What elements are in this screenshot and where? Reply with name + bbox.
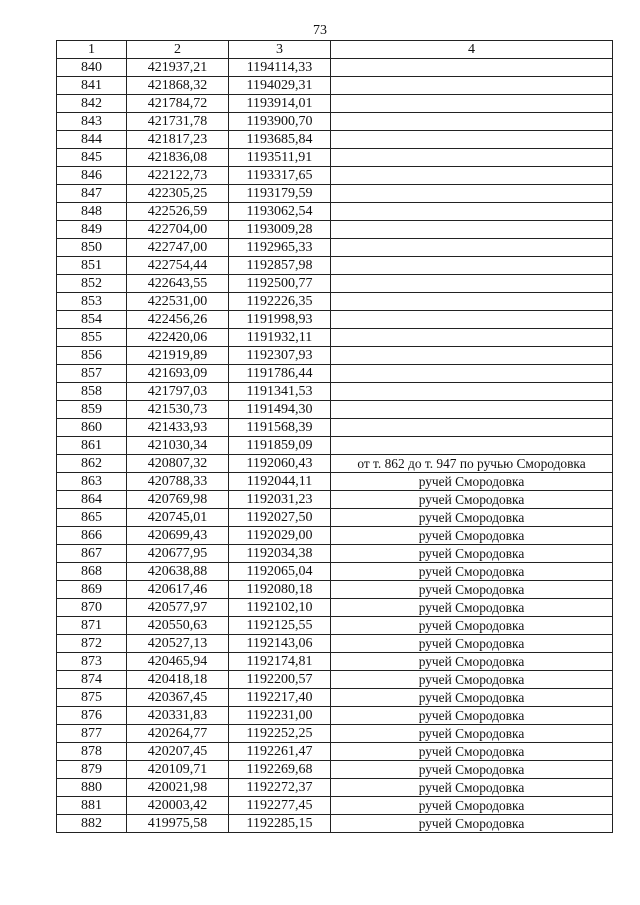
cell-point-number: 846 xyxy=(57,167,127,185)
cell-point-number: 852 xyxy=(57,275,127,293)
table-row xyxy=(57,239,613,257)
cell-description: ручей Смородовка xyxy=(331,581,613,599)
cell-point-number: 865 xyxy=(57,509,127,527)
table-row xyxy=(57,437,613,455)
cell-description xyxy=(331,401,613,419)
cell-x-coordinate: 420769,98 xyxy=(127,491,229,509)
cell-x-coordinate: 420577,97 xyxy=(127,599,229,617)
cell-y-coordinate: 1193179,59 xyxy=(229,185,331,203)
cell-description xyxy=(331,203,613,221)
cell-point-number: 864 xyxy=(57,491,127,509)
cell-y-coordinate: 1192965,33 xyxy=(229,239,331,257)
cell-x-coordinate: 422754,44 xyxy=(127,257,229,275)
table-row xyxy=(57,689,613,707)
cell-point-number: 850 xyxy=(57,239,127,257)
cell-x-coordinate: 422747,00 xyxy=(127,239,229,257)
cell-y-coordinate: 1192252,25 xyxy=(229,725,331,743)
cell-y-coordinate: 1192065,04 xyxy=(229,563,331,581)
table-row xyxy=(57,815,613,833)
table-row xyxy=(57,221,613,239)
cell-point-number: 860 xyxy=(57,419,127,437)
cell-point-number: 856 xyxy=(57,347,127,365)
cell-y-coordinate: 1194029,31 xyxy=(229,77,331,95)
column-header-x-coordinate: 2 xyxy=(127,41,229,59)
cell-y-coordinate: 1192277,45 xyxy=(229,797,331,815)
cell-y-coordinate: 1192102,10 xyxy=(229,599,331,617)
cell-x-coordinate: 422420,06 xyxy=(127,329,229,347)
cell-y-coordinate: 1191341,53 xyxy=(229,383,331,401)
cell-point-number: 862 xyxy=(57,455,127,473)
cell-description xyxy=(331,275,613,293)
cell-point-number: 882 xyxy=(57,815,127,833)
cell-point-number: 878 xyxy=(57,743,127,761)
cell-x-coordinate: 422643,55 xyxy=(127,275,229,293)
table-row xyxy=(57,545,613,563)
column-header-point-number: 1 xyxy=(57,41,127,59)
cell-y-coordinate: 1192174,81 xyxy=(229,653,331,671)
cell-description: от т. 862 до т. 947 по ручью Смородовка xyxy=(331,455,613,473)
table-row xyxy=(57,293,613,311)
cell-description: ручей Смородовка xyxy=(331,491,613,509)
cell-x-coordinate: 420021,98 xyxy=(127,779,229,797)
table-row xyxy=(57,113,613,131)
table-row xyxy=(57,779,613,797)
cell-y-coordinate: 1193511,91 xyxy=(229,149,331,167)
cell-point-number: 866 xyxy=(57,527,127,545)
cell-y-coordinate: 1192200,57 xyxy=(229,671,331,689)
cell-point-number: 849 xyxy=(57,221,127,239)
cell-description xyxy=(331,113,613,131)
cell-y-coordinate: 1192027,50 xyxy=(229,509,331,527)
cell-description: ручей Смородовка xyxy=(331,617,613,635)
cell-x-coordinate: 421937,21 xyxy=(127,59,229,77)
table-row xyxy=(57,149,613,167)
table-row xyxy=(57,635,613,653)
table-row xyxy=(57,653,613,671)
cell-description xyxy=(331,365,613,383)
cell-point-number: 876 xyxy=(57,707,127,725)
table-row xyxy=(57,167,613,185)
cell-description: ручей Смородовка xyxy=(331,509,613,527)
cell-description xyxy=(331,419,613,437)
cell-y-coordinate: 1191568,39 xyxy=(229,419,331,437)
cell-x-coordinate: 420745,01 xyxy=(127,509,229,527)
cell-description: ручей Смородовка xyxy=(331,779,613,797)
cell-y-coordinate: 1191859,09 xyxy=(229,437,331,455)
cell-y-coordinate: 1193062,54 xyxy=(229,203,331,221)
table-row xyxy=(57,347,613,365)
table-row xyxy=(57,185,613,203)
cell-x-coordinate: 420638,88 xyxy=(127,563,229,581)
table-row xyxy=(57,401,613,419)
cell-description xyxy=(331,167,613,185)
cell-description xyxy=(331,257,613,275)
cell-x-coordinate: 421836,08 xyxy=(127,149,229,167)
cell-x-coordinate: 421784,72 xyxy=(127,95,229,113)
table-row xyxy=(57,743,613,761)
cell-x-coordinate: 421797,03 xyxy=(127,383,229,401)
cell-y-coordinate: 1193317,65 xyxy=(229,167,331,185)
cell-description xyxy=(331,185,613,203)
cell-description: ручей Смородовка xyxy=(331,653,613,671)
cell-point-number: 853 xyxy=(57,293,127,311)
cell-point-number: 863 xyxy=(57,473,127,491)
cell-y-coordinate: 1193900,70 xyxy=(229,113,331,131)
cell-point-number: 854 xyxy=(57,311,127,329)
cell-x-coordinate: 422305,25 xyxy=(127,185,229,203)
cell-y-coordinate: 1192269,68 xyxy=(229,761,331,779)
cell-description: ручей Смородовка xyxy=(331,761,613,779)
cell-description xyxy=(331,131,613,149)
cell-point-number: 877 xyxy=(57,725,127,743)
cell-point-number: 881 xyxy=(57,797,127,815)
table-row xyxy=(57,383,613,401)
cell-y-coordinate: 1191786,44 xyxy=(229,365,331,383)
cell-point-number: 875 xyxy=(57,689,127,707)
cell-x-coordinate: 422531,00 xyxy=(127,293,229,311)
table-row xyxy=(57,707,613,725)
cell-x-coordinate: 421530,73 xyxy=(127,401,229,419)
cell-y-coordinate: 1192500,77 xyxy=(229,275,331,293)
cell-y-coordinate: 1192217,40 xyxy=(229,689,331,707)
cell-y-coordinate: 1192307,93 xyxy=(229,347,331,365)
cell-description: ручей Смородовка xyxy=(331,707,613,725)
cell-description xyxy=(331,347,613,365)
cell-description xyxy=(331,329,613,347)
cell-x-coordinate: 420527,13 xyxy=(127,635,229,653)
cell-description: ручей Смородовка xyxy=(331,797,613,815)
cell-point-number: 847 xyxy=(57,185,127,203)
cell-point-number: 841 xyxy=(57,77,127,95)
table-row xyxy=(57,617,613,635)
cell-x-coordinate: 420418,18 xyxy=(127,671,229,689)
cell-description: ручей Смородовка xyxy=(331,545,613,563)
cell-y-coordinate: 1193914,01 xyxy=(229,95,331,113)
cell-y-coordinate: 1192044,11 xyxy=(229,473,331,491)
cell-description xyxy=(331,239,613,257)
table-row xyxy=(57,257,613,275)
cell-y-coordinate: 1191494,30 xyxy=(229,401,331,419)
cell-description: ручей Смородовка xyxy=(331,599,613,617)
cell-y-coordinate: 1193009,28 xyxy=(229,221,331,239)
table-row xyxy=(57,203,613,221)
table-row xyxy=(57,365,613,383)
cell-point-number: 851 xyxy=(57,257,127,275)
table-header-row xyxy=(57,41,613,59)
cell-description xyxy=(331,311,613,329)
cell-description xyxy=(331,95,613,113)
cell-y-coordinate: 1192272,37 xyxy=(229,779,331,797)
cell-description xyxy=(331,437,613,455)
table-row xyxy=(57,59,613,77)
cell-y-coordinate: 1191932,11 xyxy=(229,329,331,347)
cell-description xyxy=(331,59,613,77)
cell-description: ручей Смородовка xyxy=(331,725,613,743)
cell-x-coordinate: 421693,09 xyxy=(127,365,229,383)
cell-point-number: 842 xyxy=(57,95,127,113)
cell-point-number: 870 xyxy=(57,599,127,617)
table-row xyxy=(57,797,613,815)
cell-y-coordinate: 1192285,15 xyxy=(229,815,331,833)
cell-x-coordinate: 420788,33 xyxy=(127,473,229,491)
cell-point-number: 867 xyxy=(57,545,127,563)
table-row xyxy=(57,311,613,329)
cell-y-coordinate: 1194114,33 xyxy=(229,59,331,77)
cell-x-coordinate: 420264,77 xyxy=(127,725,229,743)
cell-y-coordinate: 1192029,00 xyxy=(229,527,331,545)
cell-point-number: 879 xyxy=(57,761,127,779)
cell-x-coordinate: 420807,32 xyxy=(127,455,229,473)
cell-point-number: 857 xyxy=(57,365,127,383)
table-row xyxy=(57,599,613,617)
cell-x-coordinate: 421731,78 xyxy=(127,113,229,131)
cell-x-coordinate: 420003,42 xyxy=(127,797,229,815)
cell-point-number: 874 xyxy=(57,671,127,689)
cell-point-number: 868 xyxy=(57,563,127,581)
cell-x-coordinate: 420331,83 xyxy=(127,707,229,725)
cell-x-coordinate: 420109,71 xyxy=(127,761,229,779)
cell-description: ручей Смородовка xyxy=(331,689,613,707)
cell-x-coordinate: 420550,63 xyxy=(127,617,229,635)
table-row xyxy=(57,581,613,599)
cell-x-coordinate: 420207,45 xyxy=(127,743,229,761)
cell-point-number: 845 xyxy=(57,149,127,167)
cell-x-coordinate: 421919,89 xyxy=(127,347,229,365)
cell-y-coordinate: 1192031,23 xyxy=(229,491,331,509)
cell-description: ручей Смородовка xyxy=(331,563,613,581)
cell-point-number: 855 xyxy=(57,329,127,347)
cell-x-coordinate: 420465,94 xyxy=(127,653,229,671)
cell-y-coordinate: 1192125,55 xyxy=(229,617,331,635)
cell-y-coordinate: 1191998,93 xyxy=(229,311,331,329)
cell-description: ручей Смородовка xyxy=(331,815,613,833)
table-row xyxy=(57,275,613,293)
cell-point-number: 859 xyxy=(57,401,127,419)
cell-description: ручей Смородовка xyxy=(331,527,613,545)
column-header-y-coordinate: 3 xyxy=(229,41,331,59)
cell-point-number: 844 xyxy=(57,131,127,149)
cell-y-coordinate: 1192261,47 xyxy=(229,743,331,761)
cell-point-number: 848 xyxy=(57,203,127,221)
cell-x-coordinate: 419975,58 xyxy=(127,815,229,833)
cell-x-coordinate: 422456,26 xyxy=(127,311,229,329)
cell-description xyxy=(331,293,613,311)
cell-x-coordinate: 420677,95 xyxy=(127,545,229,563)
page-number: 73 xyxy=(313,23,327,38)
cell-point-number: 873 xyxy=(57,653,127,671)
cell-x-coordinate: 421817,23 xyxy=(127,131,229,149)
cell-point-number: 861 xyxy=(57,437,127,455)
cell-y-coordinate: 1192226,35 xyxy=(229,293,331,311)
cell-x-coordinate: 421433,93 xyxy=(127,419,229,437)
cell-point-number: 872 xyxy=(57,635,127,653)
cell-x-coordinate: 422526,59 xyxy=(127,203,229,221)
table-row xyxy=(57,527,613,545)
cell-x-coordinate: 420699,43 xyxy=(127,527,229,545)
table-row xyxy=(57,455,613,473)
column-header-description: 4 xyxy=(331,41,613,59)
cell-y-coordinate: 1192143,06 xyxy=(229,635,331,653)
table-row xyxy=(57,725,613,743)
coordinates-table xyxy=(56,40,613,833)
table-row xyxy=(57,509,613,527)
cell-point-number: 840 xyxy=(57,59,127,77)
cell-description xyxy=(331,383,613,401)
table-row xyxy=(57,761,613,779)
cell-point-number: 843 xyxy=(57,113,127,131)
cell-x-coordinate: 422704,00 xyxy=(127,221,229,239)
table-row xyxy=(57,419,613,437)
cell-y-coordinate: 1192060,43 xyxy=(229,455,331,473)
table-row xyxy=(57,563,613,581)
cell-description xyxy=(331,77,613,95)
cell-x-coordinate: 420367,45 xyxy=(127,689,229,707)
cell-description: ручей Смородовка xyxy=(331,635,613,653)
cell-y-coordinate: 1192080,18 xyxy=(229,581,331,599)
cell-description: ручей Смородовка xyxy=(331,743,613,761)
cell-x-coordinate: 421030,34 xyxy=(127,437,229,455)
cell-x-coordinate: 422122,73 xyxy=(127,167,229,185)
cell-point-number: 871 xyxy=(57,617,127,635)
cell-y-coordinate: 1193685,84 xyxy=(229,131,331,149)
cell-description xyxy=(331,221,613,239)
table-row xyxy=(57,329,613,347)
cell-y-coordinate: 1192857,98 xyxy=(229,257,331,275)
cell-y-coordinate: 1192231,00 xyxy=(229,707,331,725)
table-row xyxy=(57,473,613,491)
table-body xyxy=(57,59,613,833)
cell-x-coordinate: 420617,46 xyxy=(127,581,229,599)
table-row xyxy=(57,131,613,149)
cell-point-number: 869 xyxy=(57,581,127,599)
cell-description xyxy=(331,149,613,167)
cell-point-number: 880 xyxy=(57,779,127,797)
cell-x-coordinate: 421868,32 xyxy=(127,77,229,95)
cell-y-coordinate: 1192034,38 xyxy=(229,545,331,563)
cell-point-number: 858 xyxy=(57,383,127,401)
table-row xyxy=(57,95,613,113)
table-row xyxy=(57,491,613,509)
cell-description: ручей Смородовка xyxy=(331,671,613,689)
table-row xyxy=(57,671,613,689)
table-row xyxy=(57,77,613,95)
cell-description: ручей Смородовка xyxy=(331,473,613,491)
